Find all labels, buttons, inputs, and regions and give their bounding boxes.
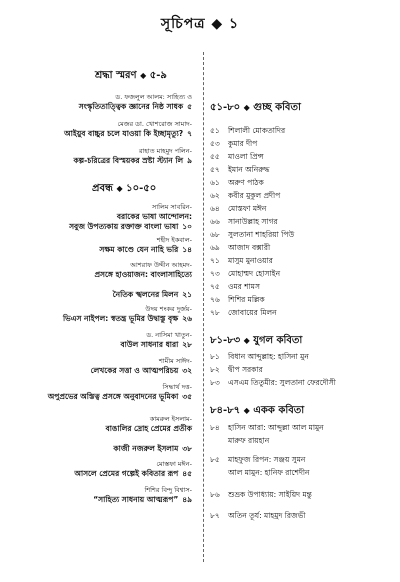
item-author: বিধান আব্দুল্লাহ: হাসিনা মুন (228, 352, 309, 361)
toc-item[interactable] (210, 308, 395, 318)
item-page: ৮১ (210, 352, 220, 361)
section-heading-paired-poems (210, 333, 302, 350)
section-heading-single-poems (210, 403, 304, 420)
item-author: ইমান অনিরুদ্ধ (228, 165, 270, 174)
entry-title: লেখকের সত্তা ও আত্মপরিচয় (90, 366, 179, 375)
toc-item[interactable] (210, 191, 395, 201)
section-label: গুচ্ছ কবিতা (253, 102, 301, 113)
section-range: ৫-৯ (149, 70, 167, 81)
item-author: মাহফুজ রিপন: সঞ্জয় সুমন (228, 455, 306, 464)
entry-title: কাজী নজরুল ইসলাম (113, 444, 179, 453)
entry-page: ২৮ (182, 340, 192, 349)
entry-title: আইয়ুব বাচ্চুর চলে যাওয়া কি ইচ্ছামৃত্যু? (64, 129, 184, 138)
item-author: সুলতানা শাহরিয়া পিউ (228, 230, 295, 239)
toc-item[interactable] (210, 455, 395, 465)
item-page: ৬২ (210, 191, 220, 200)
item-page: ৭৬ (210, 295, 220, 304)
entry-page: ৫ (187, 102, 192, 111)
item-page: ৫৭ (210, 165, 220, 174)
entry-author: শিশির বিন্দু বিশ্বাস- (144, 486, 192, 494)
entry-author: ড. ফজলুল আলম: সাহিত্য ও (115, 93, 192, 101)
toc-entry[interactable] (113, 290, 192, 300)
toc-item[interactable] (210, 365, 395, 375)
toc-entry[interactable] (93, 486, 192, 505)
item-page: ৫১ (210, 126, 220, 135)
toc-item[interactable] (210, 139, 395, 149)
item-page: ৮৫ (210, 455, 220, 464)
entry-title: বাঙালির দ্রোহ প্রেমের প্রতীক (105, 424, 192, 433)
entry-title: বরাকের ভাষা আন্দোলন: (116, 212, 192, 221)
entry-page: ৩৫ (182, 392, 192, 401)
section-heading-essays (92, 181, 156, 198)
toc-item[interactable] (210, 282, 395, 292)
diamond-icon: ◆ (243, 103, 250, 112)
toc-entry[interactable] (79, 93, 192, 112)
entry-page: ১০ (182, 222, 192, 231)
item-page: ৬৬ (210, 217, 220, 226)
entry-author: কামরুল ইসলাম- (149, 415, 192, 423)
entry-author: শহীদ ইকবাল- (156, 236, 192, 244)
toc-item[interactable] (210, 295, 395, 305)
entry-title: বাউল সাধনার ধারা (120, 340, 179, 349)
entry-author: সালিম সাবরিন- (151, 203, 192, 211)
entry-title: অপুপ্রভের অস্তিত্ব প্রসঙ্গে অনুবাদনের ভূমিকা (47, 392, 179, 401)
toc-item[interactable] (210, 511, 395, 521)
section-range: ১০-৫০ (126, 183, 157, 194)
item-author: জোবায়ের মিলন (228, 308, 277, 317)
toc-entry[interactable] (73, 147, 192, 166)
item-page: ৮২ (210, 365, 220, 374)
diamond-icon: ◆ (140, 71, 147, 80)
entry-title: কল্প-চরিত্রের বিস্ময়কর স্রষ্টা স্ট্যান লি (73, 156, 184, 165)
item-author: অতিন তূর্য: মাহমুদ রিজভী (228, 511, 306, 520)
toc-entry[interactable] (91, 357, 192, 376)
toc-item[interactable] (210, 230, 395, 240)
item-page: ৮৬ (210, 490, 220, 499)
entry-title: সবুজ উপত্যকায় রক্তাক্ত বাংলা ভাষা (69, 222, 179, 231)
item-author: শুভ্রক উপাধ্যায়: সাইয়িদ মন্তু (228, 490, 312, 499)
item-author: ওমর শামস (228, 282, 260, 291)
item-author: এসএম তিতুমীর: সুলতানা ফেরদৌসী (228, 378, 336, 387)
toc-entry[interactable] (69, 222, 192, 232)
item-page: ৭৮ (210, 308, 220, 317)
entry-page: ৯ (187, 156, 192, 165)
entry-title: “সাহিত্য সাধনায় আত্মরূপ” (93, 495, 179, 504)
item-author: দ্বীপ সরকার (228, 365, 263, 374)
toc-entry[interactable] (99, 236, 192, 255)
section-range: ৮১-৮৩ (210, 335, 241, 346)
item-author: শিলালী মোকতাদির (228, 126, 286, 135)
item-page: ৭১ (210, 256, 220, 265)
item-page: ৬১ (210, 178, 220, 187)
entry-author: শামীম সাঈদ- (158, 357, 192, 365)
entry-page: ২১ (182, 290, 192, 299)
section-label: প্রবন্ধ (92, 183, 113, 194)
section-heading-poem-clusters (210, 100, 301, 117)
entry-page: ৪৫ (182, 469, 192, 478)
section-heading-tribute (95, 68, 167, 85)
toc-item[interactable] (210, 178, 395, 188)
toc-entry[interactable] (120, 331, 192, 350)
item-page: ৬৪ (210, 204, 220, 213)
section-range: ৫১-৮০ (210, 102, 241, 113)
toc-entry[interactable] (113, 444, 192, 454)
item-page: ৫৩ (210, 139, 220, 148)
toc-item[interactable] (210, 269, 395, 279)
toc-item[interactable] (210, 165, 395, 175)
toc-item[interactable] (210, 256, 395, 266)
diamond-icon: ◆ (116, 184, 123, 193)
entry-author: ড. নাসিমা খাতুন- (146, 331, 192, 339)
item-author: অরুণ পাঠক (228, 178, 264, 187)
entry-page: ৭ (187, 129, 192, 138)
item-author: মাওলা প্রিন্স (228, 152, 264, 161)
entry-author: উদয় শংকর দুর্জয়- (145, 305, 192, 313)
item-author: মাসুম মুনাওয়ার (228, 256, 273, 265)
toc-entry[interactable] (117, 203, 192, 222)
entry-page: ৩৮ (182, 444, 192, 453)
entry-author: সিদ্ধার্থ দত্ত- (162, 383, 192, 391)
entry-author: মেজর ডা. খোশরোজ সামাদ- (117, 120, 192, 128)
item-page: ৬৯ (210, 243, 220, 252)
toc-item[interactable] (210, 352, 395, 362)
entry-page: ৩২ (182, 366, 192, 375)
toc-entry[interactable] (48, 383, 192, 402)
toc-entry[interactable] (106, 415, 192, 434)
item-author: কুমার দীপ (228, 139, 258, 148)
entry-page: ১৪ (182, 245, 192, 254)
item-page: ৭৩ (210, 269, 220, 278)
diamond-icon: ◆ (243, 406, 250, 415)
entry-author: রাহাত মাহমুদ পলিন- (138, 147, 192, 155)
section-range: ৮৪-৮৭ (210, 405, 241, 416)
page-title: সূচিপত্র ◆ ১ (160, 16, 240, 32)
item-page: ৮৭ (210, 511, 220, 520)
toc-entry[interactable] (74, 460, 192, 479)
section-label: যুগল কবিতা (253, 335, 303, 346)
item-page: ৭৫ (210, 282, 220, 291)
toc-item[interactable] (210, 378, 395, 388)
section-label: একক কবিতা (253, 405, 305, 416)
column-divider (203, 52, 204, 562)
toc-entry[interactable] (63, 305, 192, 324)
toc-item[interactable] (210, 204, 395, 214)
toc-item[interactable] (210, 490, 395, 500)
toc-entry[interactable] (64, 120, 192, 139)
entry-page: ৪৯ (182, 495, 192, 504)
toc-item[interactable] (210, 243, 395, 253)
item-page: ৫৫ (210, 152, 220, 161)
item-page: ৮৩ (210, 378, 220, 387)
item-author: হাসিন আরা: আব্দুল্লা আল মামুন (228, 423, 324, 432)
toc-item[interactable] (210, 423, 395, 433)
item-author: আজাদ বক্সারী (228, 243, 271, 252)
entry-author: আশরাফ উদ্দীন আহমদ- (130, 261, 192, 269)
entry-author: মোস্তফা মঈন- (156, 460, 192, 468)
item-author: মোস্তফা মঈন (228, 204, 267, 213)
toc-entry[interactable] (94, 261, 192, 280)
item-page: ৬৮ (210, 230, 220, 239)
item-page: ৮৪ (210, 423, 220, 432)
entry-title: নৈতিক স্খলনের মিলন (112, 290, 179, 299)
entry-title: ভিএস নাইপল: স্বতন্ত্র ভূমির উদ্বাস্তু বৃক্ষ (63, 314, 179, 323)
toc-item-continuation: মারুফ রায়হান (228, 436, 270, 445)
entry-page: ২৬ (182, 314, 192, 323)
entry-title: সক্ষম কাণ্ডে যেন নাহি ভরি (99, 245, 179, 254)
diamond-icon: ◆ (243, 336, 250, 345)
entry-title: আসলে প্রেমের গল্পেই কবিতার রূপ (74, 469, 179, 478)
toc-item[interactable] (210, 126, 395, 136)
section-label: শ্রদ্ধা স্মরণ (95, 70, 137, 81)
item-author: শিশির মল্লিক (228, 295, 265, 304)
entry-title: প্রসঙ্গে হাওয়াজন: বাংলাসাহিত্যে (94, 270, 192, 279)
entry-title: সংস্কৃতিতাত্ত্বিক জ্ঞানের নিষ্ঠ সাধক (78, 102, 184, 111)
toc-item[interactable] (210, 217, 395, 227)
toc-item-continuation: আল মামুন: হানিফ রাশেদীন (228, 468, 310, 477)
item-author: মোহাম্মদ হোসাইন (228, 269, 281, 278)
item-author: সানাউল্লাহ সাগর (228, 217, 278, 226)
toc-item[interactable] (210, 152, 395, 162)
item-author: কবীর মুকুল প্রদীপ (228, 191, 281, 200)
